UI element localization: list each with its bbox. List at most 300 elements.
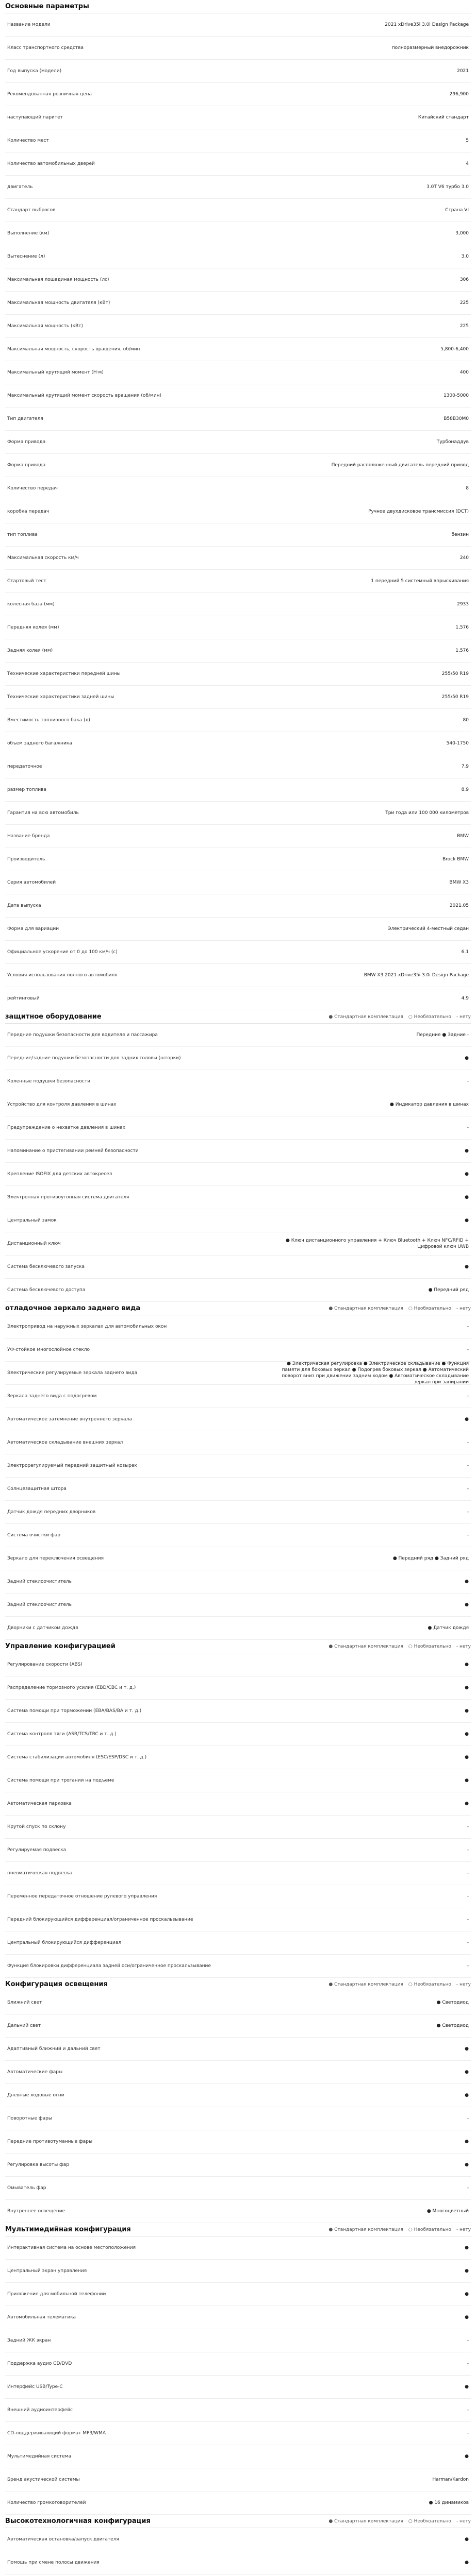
section-title-text: Основные параметры [5, 2, 89, 10]
spec-value: ● [465, 2537, 469, 2542]
spec-label: Автоматическое затемнение внутреннего зеркала [7, 1417, 132, 1422]
section-title [5, 2223, 471, 2236]
spec-label: Система бесключевого запуска [7, 1264, 85, 1269]
spec-label: Электрические регулируемые зеркала заднего вида [7, 1370, 138, 1376]
spec-label: двигатель [7, 184, 33, 190]
spec-row [5, 2551, 471, 2574]
section-title [5, 1302, 471, 1315]
spec-value: 3,000 [455, 231, 469, 236]
spec-row [5, 477, 471, 500]
spec-row [5, 1700, 471, 1723]
spec-row [5, 83, 471, 106]
spec-row [5, 1362, 471, 1385]
spec-label: Название модели [7, 22, 51, 27]
spec-value: ● [465, 2292, 469, 2297]
spec-label: Интерактивная система на основе местоположения [7, 2245, 136, 2250]
spec-label: Напоминание о пристегивании ремней безопасности [7, 1148, 139, 1154]
spec-label: Внешний аудиоинтерфейс [7, 2408, 73, 2413]
spec-label: Поворотные фары [7, 2116, 52, 2121]
spec-value: ● [465, 1218, 469, 1223]
spec-row [5, 1908, 471, 1931]
spec-label: Коленные подушки безопасности [7, 1079, 90, 1084]
spec-row [5, 2154, 471, 2177]
spec-label: Помощь при смене полосы движения [7, 2560, 100, 2565]
spec-label: Передние противотуманные фары [7, 2139, 93, 2144]
spec-row [5, 361, 471, 384]
spec-value: Передний расположенный двигатель передний привод [331, 463, 469, 468]
section-title-text: Конфигурация освещения [5, 1980, 108, 1988]
spec-label: Задний стеклоочиститель [7, 1579, 72, 1584]
spec-value: ● [465, 1602, 469, 1607]
spec-label: Переменное передаточное отношение рулевого управления [7, 1894, 157, 1899]
spec-label: Регулировка высоты фар [7, 2162, 69, 2167]
spec-label: Максимальная скорость км/ч [7, 555, 79, 561]
spec-section [0, 1302, 476, 1640]
spec-row [5, 1524, 471, 1547]
spec-row [5, 2376, 471, 2399]
spec-value: - [467, 2185, 469, 2191]
spec-value: ● Датчик дождя [428, 1625, 469, 1631]
spec-row [5, 2422, 471, 2445]
spec-row [5, 1093, 471, 1116]
spec-value: 4 [466, 161, 469, 166]
spec-label: Система контроля тяги (ASR/TCS/TRC и т. д.) [7, 1732, 117, 1737]
spec-value: - [467, 1125, 469, 1130]
spec-label: Адаптивный ближний и дальний свет [7, 2046, 101, 2052]
spec-label: Ближний свет [7, 2000, 42, 2005]
spec-label: Система помощи при торможении (EBA/BAS/BA и т. д.) [7, 1708, 142, 1714]
spec-value: 2933 [457, 602, 469, 607]
spec-row [5, 2528, 471, 2551]
spec-value: ● [465, 1056, 469, 1061]
spec-label: Зеркала заднего вида с подогревом [7, 1394, 97, 1399]
spec-value: 1 передний 5 системный впрыскивания [371, 579, 469, 584]
spec-label: Максимальная мощность двигателя (кВт) [7, 300, 110, 306]
spec-value: ● [465, 1732, 469, 1737]
spec-row [5, 338, 471, 361]
spec-label: Технические характеристики передней шины [7, 671, 121, 676]
spec-row [5, 1676, 471, 1700]
spec-row [5, 2352, 471, 2376]
spec-row [5, 755, 471, 778]
spec-row [5, 1385, 471, 1408]
spec-row [5, 1839, 471, 1862]
spec-row [5, 2468, 471, 2492]
spec-label: Передние подушки безопасности для водителя и пассажира [7, 1032, 158, 1038]
spec-row [5, 802, 471, 825]
spec-value: ● [465, 2245, 469, 2250]
spec-value: 2021 xDrive35i 3.0i Design Package [385, 22, 469, 27]
spec-label: Стартовый тест [7, 579, 46, 584]
spec-value: ● 16 динамиков [429, 2500, 469, 2505]
spec-label: Центральный экран управления [7, 2268, 87, 2274]
spec-row [5, 593, 471, 616]
legend [329, 2223, 471, 2236]
spec-value: ● Передний ряд [428, 1287, 469, 1293]
spec-row [5, 778, 471, 802]
spec-row [5, 1955, 471, 1978]
spec-value: - [467, 1824, 469, 1829]
spec-value: Brock BMW [442, 857, 469, 862]
spec-value: ● Индикатор давления в шинах [390, 1102, 469, 1107]
spec-value: 6.1 [461, 950, 469, 955]
spec-row [5, 1617, 471, 1640]
spec-label: Поддержка аудио CD/DVD [7, 2361, 72, 2366]
spec-value: - [467, 2431, 469, 2436]
spec-row [5, 37, 471, 60]
spec-row [5, 1279, 471, 1302]
spec-label: Количество автомобильных дверей [7, 161, 95, 166]
legend-item-optional: ○ Необязательно [408, 1306, 451, 1311]
spec-label: Технические характеристики задней шины [7, 694, 114, 700]
spec-label: CD-поддерживающий формат MP3/WMA [7, 2431, 106, 2436]
legend-item-standard: ● Стандартная комплектация [329, 1643, 403, 1649]
spec-row [5, 825, 471, 848]
spec-label: Предупреждение о нехватке давления в шинах [7, 1125, 126, 1130]
spec-value: 400 [459, 370, 469, 375]
spec-value: ● [465, 1172, 469, 1177]
spec-value: бензин [451, 532, 469, 537]
spec-label: размер топлива [7, 787, 46, 792]
spec-label: Количество громкоговорителей [7, 2500, 86, 2505]
spec-row [5, 2399, 471, 2422]
spec-value: - [467, 1510, 469, 1515]
spec-row [5, 964, 471, 987]
spec-row [5, 709, 471, 732]
spec-label: Максимальная мощность, скорость вращения, об/мин [7, 347, 140, 352]
spec-row [5, 639, 471, 663]
spec-row [5, 1594, 471, 1617]
spec-label: Система очистки фар [7, 1533, 60, 1538]
spec-row [5, 1570, 471, 1594]
spec-label: Гарантия на всю автомобиль [7, 810, 79, 816]
spec-row [5, 129, 471, 152]
spec-label: Система стабилизации автомобиля (ESC/ESP/DSC и т. д.) [7, 1755, 147, 1760]
spec-label: Стандарт выбросов [7, 208, 56, 213]
spec-label: Передние/задние подушки безопасности для задних головы (шторки) [7, 1056, 181, 1061]
spec-value: - [467, 1963, 469, 1969]
spec-value: 5 [466, 138, 469, 143]
spec-value: ● [465, 1755, 469, 1760]
section-title-text: защитное оборудование [5, 1012, 102, 1021]
spec-row [5, 408, 471, 431]
spec-value: ● [465, 2268, 469, 2274]
spec-value: Передние ● Задние - [416, 1032, 469, 1038]
spec-value: ● [465, 1778, 469, 1783]
spec-value: 306 [459, 277, 469, 282]
spec-row [5, 2200, 471, 2223]
spec-label: Зеркало для переключения освещения [7, 1556, 104, 1561]
spec-row [5, 616, 471, 639]
spec-label: колесная база (мм) [7, 602, 55, 607]
spec-section [0, 1640, 476, 1978]
spec-row [5, 1431, 471, 1454]
spec-row [5, 1501, 471, 1524]
spec-label: тип топлива [7, 532, 38, 537]
spec-label: Условия использования полного автомобиля [7, 973, 118, 978]
spec-label: Задний ЖК экран [7, 2338, 51, 2343]
spec-label: Автоматическая парковка [7, 1801, 72, 1806]
spec-value: - [467, 2116, 469, 2121]
spec-row [5, 686, 471, 709]
spec-value: ● [465, 2070, 469, 2075]
spec-row [5, 1746, 471, 1769]
spec-value: ● [465, 2560, 469, 2565]
spec-label: Электропривод на наружных зеркалах для автомобильных окон [7, 1324, 167, 1329]
spec-row [5, 1140, 471, 1163]
spec-value: 1300-5000 [443, 393, 469, 398]
spec-row [5, 384, 471, 408]
spec-label: Внутреннее освещение [7, 2209, 65, 2214]
spec-value: ● Светодиод [436, 2000, 469, 2005]
spec-value: BMW [457, 834, 469, 839]
spec-value: ● [465, 1801, 469, 1806]
spec-row [5, 2329, 471, 2352]
spec-row [5, 2306, 471, 2329]
spec-label: Максимальная лошадиная мощность (лс) [7, 277, 109, 282]
spec-label: рейтинговый [7, 996, 40, 1001]
legend-item-standard: ● Стандартная комплектация [329, 1981, 403, 1987]
spec-value: ● [465, 1148, 469, 1154]
spec-label: Тип двигателя [7, 416, 43, 421]
spec-row [5, 2038, 471, 2061]
legend-item-none: - нету [456, 2227, 471, 2232]
spec-value: ● Светодиод [436, 2023, 469, 2028]
section-title [5, 0, 471, 13]
legend-item-optional: ○ Необязательно [408, 1981, 451, 1987]
spec-value: полноразмерный внедорожник [391, 45, 469, 50]
spec-value: - [467, 1917, 469, 1922]
spec-value: 240 [459, 555, 469, 561]
spec-value: 8.9 [461, 787, 469, 792]
spec-row [5, 1653, 471, 1676]
spec-value: ● [465, 2315, 469, 2320]
spec-value: Китайский стандарт [418, 115, 469, 120]
spec-value: - [467, 1324, 469, 1329]
spec-value: 8 [466, 486, 469, 491]
spec-row [5, 1232, 471, 1256]
spec-row [5, 918, 471, 941]
spec-value: ● [465, 2454, 469, 2459]
spec-label: Производитель [7, 857, 45, 862]
spec-value: - [467, 2408, 469, 2413]
spec-label: Крутой спуск по склону [7, 1824, 66, 1829]
spec-value: 225 [459, 300, 469, 306]
spec-row [5, 894, 471, 918]
spec-value: - [467, 1079, 469, 1084]
spec-value: 5,800-6,400 [440, 347, 469, 352]
spec-section [0, 1978, 476, 2223]
spec-value: 3.0T V6 турбо 3.0 [426, 184, 469, 190]
section-title [5, 1010, 471, 1024]
spec-row [5, 2445, 471, 2468]
legend-item-none: - нету [456, 1306, 471, 1311]
section-title-text: Высокотехнологичная конфигурация [5, 2517, 151, 2525]
spec-label: Передняя колея (мм) [7, 625, 59, 630]
spec-value: - [467, 1394, 469, 1399]
legend-item-optional: ○ Необязательно [408, 1643, 451, 1649]
spec-row [5, 1024, 471, 1047]
spec-label: Электронная противоугонная система двигателя [7, 1195, 129, 1200]
spec-label: Класс транспортного средства [7, 45, 84, 50]
spec-row [5, 871, 471, 894]
legend-item-optional: ○ Необязательно [408, 1014, 451, 1020]
section-title [5, 1640, 471, 1653]
spec-row [5, 523, 471, 547]
spec-value: Страна VI [445, 208, 469, 213]
spec-row [5, 941, 471, 964]
spec-label: Рекомендованная розничная цена [7, 92, 92, 97]
spec-label: Центральный замок [7, 1218, 57, 1223]
spec-label: коробка передач [7, 509, 50, 514]
spec-label: Дистанционный ключ [7, 1241, 61, 1246]
spec-row [5, 1885, 471, 1908]
spec-value: - [467, 1894, 469, 1899]
legend-item-standard: ● Стандартная комплектация [329, 1306, 403, 1311]
spec-row [5, 1116, 471, 1140]
spec-value: 1,576 [455, 648, 469, 653]
spec-label: Дальний свет [7, 2023, 41, 2028]
legend-item-optional: ○ Необязательно [408, 2518, 451, 2524]
spec-value: ● [465, 2162, 469, 2167]
spec-row [5, 1454, 471, 1478]
spec-row [5, 1047, 471, 1070]
spec-row [5, 500, 471, 523]
spec-value: ● Электрическая регулировка ● Электрическое складывание ● Функция памяти для боковых зеркал ● Подогрев боковых зеркал ● Автоматический поворот вниз при движении задним ходом ● Автоматическое складывание зеркал при запирании [282, 1361, 469, 1385]
spec-value: - [467, 1871, 469, 1876]
spec-value: - [467, 1486, 469, 1492]
spec-value: ● [465, 2093, 469, 2098]
spec-section [0, 1010, 476, 1302]
spec-label: Максимальный крутящий момент (Н·м) [7, 370, 104, 375]
spec-label: Вытеснение (л) [7, 254, 45, 259]
spec-section [0, 2223, 476, 2515]
spec-label: Мультимедийная система [7, 2454, 71, 2459]
spec-section [0, 0, 476, 1010]
spec-label: Форма для вариации [7, 926, 59, 931]
spec-row [5, 1478, 471, 1501]
spec-row [5, 2492, 471, 2515]
spec-value: 296,900 [449, 92, 469, 97]
spec-label: Автоматические фары [7, 2070, 63, 2075]
spec-row [5, 547, 471, 570]
section-title-text: Мультимедийная конфигурация [5, 2225, 131, 2233]
spec-label: Передний блокирующийся дифференциал/ограниченное проскальзывание [7, 1917, 193, 1922]
legend-item-optional: ○ Необязательно [408, 2227, 451, 2232]
legend-item-standard: ● Стандартная комплектация [329, 2518, 403, 2524]
spec-row [5, 454, 471, 477]
spec-value: - [467, 1533, 469, 1538]
spec-row [5, 2084, 471, 2107]
spec-value: Электрический 4-местный седан [388, 926, 469, 931]
spec-label: Функция блокировки дифференциала задней оси/ограниченное проскальзывание [7, 1963, 211, 1969]
spec-row [5, 152, 471, 176]
spec-label: объем заднего багажника [7, 741, 72, 746]
spec-label: Выполнение (км) [7, 231, 50, 236]
spec-label: Автоматическое складывание внешних зеркал [7, 1440, 123, 1445]
spec-row [5, 1408, 471, 1431]
section-title [5, 1978, 471, 1991]
spec-label: Омыватель фар [7, 2185, 46, 2191]
spec-row [5, 13, 471, 37]
spec-label: УФ-стойкое многослойное стекло [7, 1347, 90, 1352]
spec-value: ● [465, 2384, 469, 2389]
spec-label: Серия автомобилей [7, 880, 56, 885]
spec-row [5, 1256, 471, 1279]
spec-row [5, 2130, 471, 2154]
spec-label: Форма привода [7, 439, 46, 445]
spec-label: Датчик дождя передних дворников [7, 1510, 96, 1515]
spec-row [5, 431, 471, 454]
spec-value: ● [465, 1195, 469, 1200]
spec-row [5, 1186, 471, 1209]
spec-value: - [467, 1940, 469, 1945]
spec-value: ● [465, 1417, 469, 1422]
spec-row [5, 2283, 471, 2306]
spec-label: Официальное ускорение от 0 до 100 км/ч (с) [7, 950, 118, 955]
spec-value: 1,576 [455, 625, 469, 630]
spec-label: Вместимость топливного бака (л) [7, 718, 90, 723]
spec-row [5, 2177, 471, 2200]
section-title-text: отладочное зеркало заднего вида [5, 1304, 141, 1312]
spec-label: Год выпуска (модели) [7, 69, 62, 74]
spec-value: 225 [459, 324, 469, 329]
spec-value: ● [465, 1662, 469, 1667]
spec-label: Система помощи при трогании на подъеме [7, 1778, 114, 1783]
spec-label: Регулирование скорости (ABS) [7, 1662, 83, 1667]
spec-label: Регулируемая подвеска [7, 1848, 67, 1853]
spec-value: Ручное двухдисковое трансмиссия (DCT) [368, 509, 469, 514]
spec-label: Интерфейс USB/Type-C [7, 2384, 63, 2389]
spec-value: 2021 [457, 69, 469, 74]
spec-label: Бренд акустической системы [7, 2477, 80, 2482]
legend-item-standard: ● Стандартная комплектация [329, 2227, 403, 2232]
spec-label: Дворники с датчиком дождя [7, 1625, 78, 1631]
spec-row [5, 1769, 471, 1792]
section-title [5, 2515, 471, 2528]
spec-label: Приложение для мобильной телефонии [7, 2292, 106, 2297]
spec-row [5, 1547, 471, 1570]
spec-row [5, 1862, 471, 1885]
spec-value: BMW X3 [449, 880, 469, 885]
spec-row [5, 1338, 471, 1362]
spec-row [5, 176, 471, 199]
spec-value: 255/50 R19 [441, 671, 469, 676]
spec-value: ● [465, 2139, 469, 2144]
spec-row [5, 315, 471, 338]
spec-row [5, 1991, 471, 2014]
spec-value: 4.9 [461, 996, 469, 1001]
spec-row [5, 1792, 471, 1816]
spec-value: - [467, 1463, 469, 1468]
spec-row [5, 2061, 471, 2084]
spec-label: Дата выпуска [7, 903, 41, 908]
spec-row [5, 1931, 471, 1955]
spec-value: - [467, 1440, 469, 1445]
spec-value: 255/50 R19 [441, 694, 469, 700]
spec-value: Три года или 100 000 километров [385, 810, 469, 816]
spec-row [5, 1315, 471, 1338]
spec-label: Автоматическая остановка/запуск двигателя [7, 2537, 119, 2542]
legend [329, 1010, 471, 1024]
spec-value: ● Многоцветный [426, 2209, 469, 2214]
spec-label: Максимальная мощность (кВт) [7, 324, 83, 329]
spec-value: B58B30M0 [444, 416, 469, 421]
spec-label: пневматическая подвеска [7, 1871, 72, 1876]
legend-item-none: - нету [456, 1014, 471, 1020]
legend [329, 1302, 471, 1315]
spec-value: ● [465, 1685, 469, 1690]
